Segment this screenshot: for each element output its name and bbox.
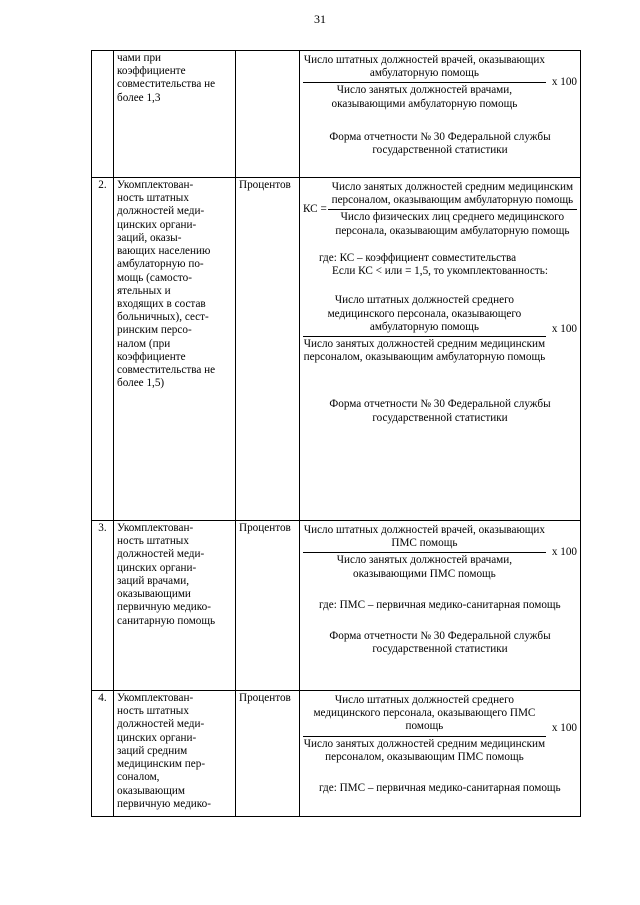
table-row (92, 691, 581, 817)
numerator: Число штатных должностей врачей, оказывающих ПМС помощь (303, 524, 546, 550)
multiplier: х 100 (551, 322, 577, 335)
fraction (303, 294, 546, 364)
multiplier: х 100 (551, 722, 577, 735)
denominator: Число занятых должностей врачами, оказывающими ПМС помощь (336, 554, 513, 580)
table-row (92, 178, 581, 521)
numerator: Число штатных должностей среднего медицинского персонала, оказывающего амбулаторную помощь (327, 294, 522, 333)
ks-formula (303, 181, 577, 238)
ks-label: КС = (303, 202, 327, 215)
fraction (303, 694, 546, 764)
indicator-name: Укомплектован- ность штатных должностей меди- цинских органи- заций, оказы- вающих населению амбулаторную по- мощь (самосто- ятельных и входящих в состав больничных), сест- ринским персо- налом (при коэффициенте совместительства не более 1,5) (114, 178, 236, 521)
fraction-line (303, 552, 546, 553)
fraction (303, 54, 546, 111)
unit-cell: Процентов (236, 178, 300, 521)
source-note: Форма отчетности № 30 Федеральной службы государственной статистики (329, 630, 551, 656)
where-note: где: ПМС – первичная медико-санитарная помощь (319, 598, 561, 611)
indicators-table (91, 50, 581, 817)
formula-cell (300, 51, 581, 178)
numerator: Число занятых должностей средним медицинским персоналом, оказывающим амбулаторную помощь (331, 181, 574, 207)
unit-cell: Процентов (236, 691, 300, 817)
formula (303, 694, 577, 764)
multiplier: х 100 (551, 75, 577, 88)
row-number: 3. (92, 521, 114, 691)
source-note: Форма отчетности № 30 Федеральной службы государственной статистики (329, 398, 551, 424)
fraction (328, 181, 577, 238)
denominator: Число занятых должностей средним медицинским персоналом, оказывающим амбулаторную помощь (303, 337, 546, 364)
where-note: где: КС – коэффициент совместительства (319, 251, 517, 264)
fraction-line (303, 736, 546, 737)
fraction-line (328, 209, 577, 210)
denominator: Число занятых должностей средним медицинским персоналом, оказывающим ПМС помощь (303, 737, 546, 763)
indicator-name: Укомплектован- ность штатных должностей меди- цинских органи- заций средним медицинским пер- соналом, оказывающим первичную медико- (114, 691, 236, 817)
numerator: Число штатных должностей врачей, оказывающих амбулаторную помощь (303, 54, 546, 80)
formula (303, 54, 577, 111)
formula (303, 524, 577, 581)
denominator: Число занятых должностей врачами, оказывающими амбулаторную помощь (331, 84, 518, 110)
row-number (92, 51, 114, 178)
table-row (92, 521, 581, 691)
where-note: где: ПМС – первичная медико-санитарная помощь (319, 782, 561, 795)
row-number: 4. (92, 691, 114, 817)
multiplier: х 100 (551, 545, 577, 558)
fraction (303, 524, 546, 581)
table-row (92, 51, 581, 178)
indicator-name: Укомплектован- ность штатных должностей меди- цинских органи- заций врачами, оказывающими первичную медико- санитарную помощь (114, 521, 236, 691)
fraction-line (303, 82, 546, 83)
unit-cell: Процентов (236, 521, 300, 691)
row-number: 2. (92, 178, 114, 521)
denominator: Число физических лиц среднего медицинского персонала, оказывающим амбулаторную помощь (335, 211, 570, 237)
indicator-name: чами при коэффициенте совместительства не более 1,3 (114, 51, 236, 178)
formula (303, 294, 577, 364)
unit-cell (236, 51, 300, 178)
formula-cell (300, 521, 581, 691)
page-number: 31 (314, 12, 326, 26)
formula-cell (300, 178, 581, 521)
formula-cell (300, 691, 581, 817)
condition-note: Если КС < или = 1,5, то укомплектованность: (332, 265, 548, 278)
fraction-line (303, 336, 546, 337)
numerator: Число штатных должностей среднего медицинского персонала, оказывающего ПМС помощь (313, 694, 536, 733)
source-note: Форма отчетности № 30 Федеральной службы государственной статистики (329, 130, 551, 157)
